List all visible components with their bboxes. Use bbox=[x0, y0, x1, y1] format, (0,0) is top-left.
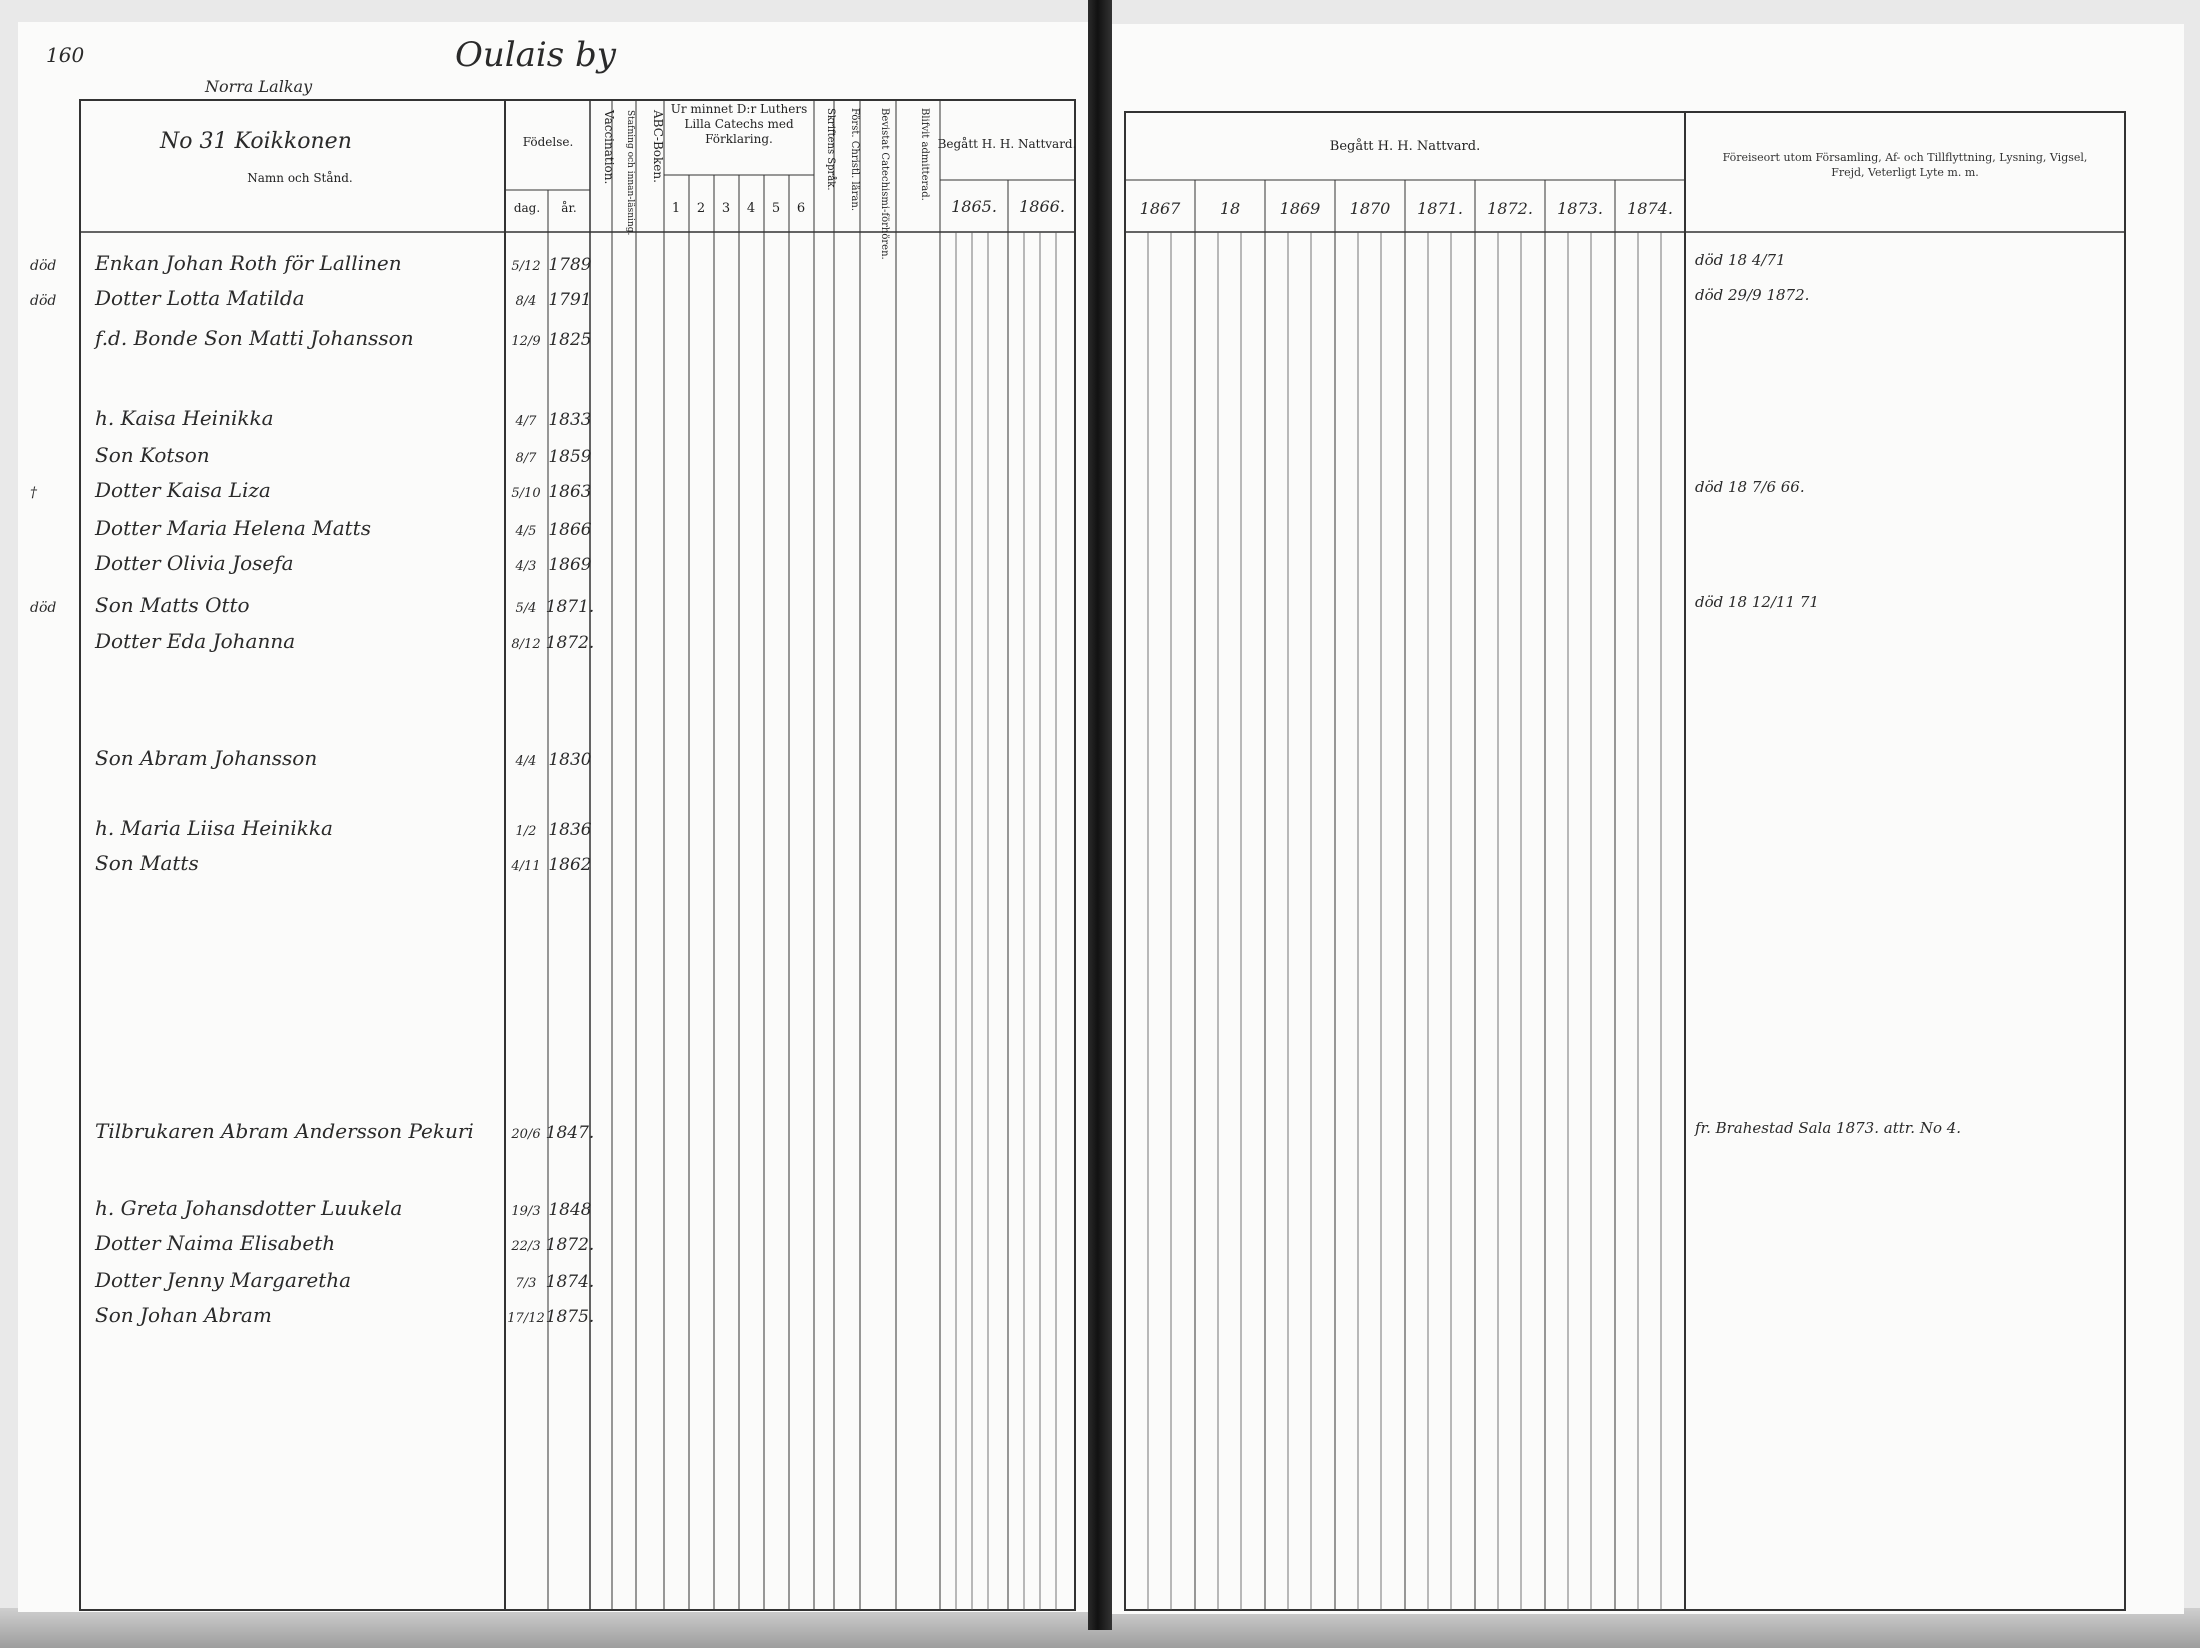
header-name: Namn och Stånd. bbox=[247, 171, 353, 185]
header-year-right: 18 bbox=[1219, 199, 1241, 218]
header-communion-left: Begått H. H. Nattvard. bbox=[937, 137, 1077, 151]
header-year-1865: 1865. bbox=[951, 197, 997, 216]
page-number: 160 bbox=[46, 43, 85, 67]
catechism-number: 2 bbox=[696, 201, 706, 216]
household-header: No 31 Koikkonen bbox=[160, 129, 352, 154]
row-birth-day: 5/10 bbox=[511, 486, 541, 501]
row-name: Son Matts Otto bbox=[95, 593, 250, 617]
row-birth-year: 1875. bbox=[545, 1307, 595, 1327]
table-row bbox=[30, 251, 1786, 275]
row-name: Dotter Kaisa Liza bbox=[95, 478, 271, 502]
header-notes: Föreiseort utom Församling, Af- och Tillflyttning, Lysning, Vigsel, Frejd, Veterligt Lyte m. m. bbox=[1722, 151, 2088, 179]
table-row bbox=[95, 406, 592, 430]
right-ruling bbox=[1125, 112, 2125, 1610]
row-birth-day: 1/2 bbox=[515, 824, 537, 839]
table-row bbox=[94, 1268, 594, 1292]
row-birth-year: 1848 bbox=[548, 1200, 592, 1220]
table-row bbox=[95, 1196, 592, 1220]
table-row bbox=[95, 816, 592, 840]
row-note: fr. Brahestad Sala 1873. attr. No 4. bbox=[1695, 1119, 1962, 1137]
register-entries bbox=[30, 251, 1961, 1327]
row-birth-day: 5/12 bbox=[511, 259, 541, 274]
header-year-right: 1872. bbox=[1487, 199, 1533, 218]
row-birth-day: 4/3 bbox=[515, 559, 537, 574]
table-row bbox=[30, 478, 1805, 502]
header-scripture: Skriftens Språk. bbox=[825, 108, 836, 191]
header-vaccination: Vaccination. bbox=[602, 110, 616, 185]
row-name: Dotter Jenny Margaretha bbox=[95, 1268, 352, 1292]
row-birth-year: 1859 bbox=[548, 447, 592, 467]
row-name: h. Maria Liisa Heinikka bbox=[95, 816, 333, 840]
row-note: död 18 4/71 bbox=[1695, 251, 1786, 269]
row-birth-year: 1872. bbox=[545, 633, 595, 653]
header-admitted: Blifvit admitterad. bbox=[919, 108, 930, 201]
row-name: Enkan Johan Roth för Lallinen bbox=[95, 251, 402, 275]
table-row bbox=[95, 851, 592, 875]
row-margin-mark: † bbox=[30, 485, 37, 501]
header-year-right: 1871. bbox=[1417, 199, 1463, 218]
row-birth-day: 8/12 bbox=[511, 637, 541, 652]
farm-note: Norra Lalkay bbox=[205, 77, 313, 96]
row-margin-mark: död bbox=[30, 600, 57, 616]
row-note: död 18 7/6 66. bbox=[1695, 478, 1805, 496]
row-birth-year: 1869 bbox=[548, 555, 592, 575]
table-row bbox=[93, 326, 592, 350]
header-birth: Födelse. bbox=[522, 135, 574, 149]
row-birth-year: 1836 bbox=[548, 820, 592, 840]
header-reading: Stafning och innan-läsning. bbox=[625, 110, 635, 236]
header-notes-box bbox=[1690, 150, 2120, 210]
table-row bbox=[94, 629, 594, 653]
row-name: Son Johan Abram bbox=[95, 1303, 272, 1327]
table-row bbox=[95, 1119, 1961, 1143]
header-catechism: Ur minnet D:r Luthers Lilla Catechs med Förklaring. bbox=[670, 102, 808, 146]
row-birth-day: 22/3 bbox=[511, 1239, 541, 1254]
row-name: Dotter Naima Elisabeth bbox=[95, 1231, 336, 1255]
row-birth-year: 1791 bbox=[548, 290, 592, 310]
row-name: f.d. Bonde Son Matti Johansson bbox=[95, 326, 414, 350]
table-row bbox=[30, 286, 1809, 310]
header-christianity: Först. Christl. läran. bbox=[849, 108, 860, 211]
catechism-number: 6 bbox=[796, 201, 806, 216]
row-birth-day: 20/6 bbox=[511, 1127, 541, 1142]
row-name: Dotter Maria Helena Matts bbox=[95, 516, 371, 540]
table-row bbox=[95, 443, 592, 467]
row-birth-day: 4/7 bbox=[515, 414, 537, 429]
row-margin-mark: död bbox=[30, 258, 57, 274]
table-row bbox=[95, 746, 592, 770]
table-row bbox=[94, 516, 592, 540]
row-birth-day: 4/4 bbox=[515, 754, 537, 769]
header-abc: ABC-Boken. bbox=[651, 110, 665, 183]
table-row bbox=[30, 593, 1819, 617]
header-year-right: 1874. bbox=[1627, 199, 1673, 218]
row-birth-year: 1825 bbox=[548, 330, 592, 350]
row-birth-year: 1871. bbox=[545, 597, 595, 617]
row-birth-year: 1862 bbox=[548, 855, 592, 875]
village-heading: Oulais by bbox=[455, 35, 617, 75]
header-day: dag. bbox=[513, 201, 541, 215]
row-birth-year: 1866 bbox=[548, 520, 592, 540]
row-birth-year: 1872. bbox=[545, 1235, 595, 1255]
catechism-number: 4 bbox=[746, 201, 756, 216]
header-year: år. bbox=[561, 201, 577, 215]
row-birth-year: 1874. bbox=[545, 1272, 595, 1292]
header-year-right: 1873. bbox=[1557, 199, 1603, 218]
row-name: Son Abram Johansson bbox=[95, 746, 318, 770]
catechism-number: 3 bbox=[721, 201, 731, 216]
row-birth-day: 8/7 bbox=[515, 451, 537, 466]
table-row bbox=[94, 551, 592, 575]
row-birth-year: 1863 bbox=[548, 482, 592, 502]
row-birth-day: 17/12 bbox=[507, 1311, 545, 1326]
row-note: död 18 12/11 71 bbox=[1695, 593, 1819, 611]
row-margin-mark: död bbox=[30, 293, 57, 309]
row-birth-year: 1789 bbox=[548, 255, 592, 275]
row-name: Dotter Olivia Josefa bbox=[95, 551, 294, 575]
right-year-headers bbox=[1140, 199, 1673, 218]
header-year-right: 1870 bbox=[1349, 199, 1391, 218]
row-name: Son Matts bbox=[95, 851, 199, 875]
row-birth-day: 4/11 bbox=[511, 859, 541, 874]
row-name: Son Kotson bbox=[95, 443, 210, 467]
row-birth-day: 5/4 bbox=[515, 601, 537, 616]
row-birth-year: 1847. bbox=[545, 1123, 595, 1143]
row-birth-day: 4/5 bbox=[515, 524, 537, 539]
header-year-right: 1869 bbox=[1279, 199, 1321, 218]
table-row bbox=[94, 1231, 594, 1255]
row-birth-day: 7/3 bbox=[515, 1276, 537, 1291]
catechism-number: 5 bbox=[771, 201, 781, 216]
row-birth-day: 19/3 bbox=[511, 1204, 541, 1219]
header-year-1866: 1866. bbox=[1019, 197, 1065, 216]
row-name: h. Greta Johansdotter Luukela bbox=[95, 1196, 403, 1220]
row-birth-day: 12/9 bbox=[511, 334, 541, 349]
row-name: Tilbrukaren Abram Andersson Pekuri bbox=[95, 1119, 474, 1143]
row-note: död 29/9 1872. bbox=[1695, 286, 1810, 304]
header-catechism-box bbox=[666, 102, 812, 174]
header-hearing: Bevistat Catechismi-förhören. bbox=[879, 108, 890, 260]
row-birth-year: 1830 bbox=[548, 750, 592, 770]
row-name: Dotter Eda Johanna bbox=[95, 629, 296, 653]
header-year-right: 1867 bbox=[1139, 199, 1181, 218]
row-birth-day: 8/4 bbox=[515, 294, 537, 309]
row-name: Dotter Lotta Matilda bbox=[95, 286, 305, 310]
header-communion-right: Begått H. H. Nattvard. bbox=[1329, 139, 1481, 154]
row-name: h. Kaisa Heinikka bbox=[95, 406, 274, 430]
catechism-number: 1 bbox=[671, 201, 681, 216]
table-row bbox=[95, 1303, 594, 1327]
row-birth-year: 1833 bbox=[548, 410, 592, 430]
